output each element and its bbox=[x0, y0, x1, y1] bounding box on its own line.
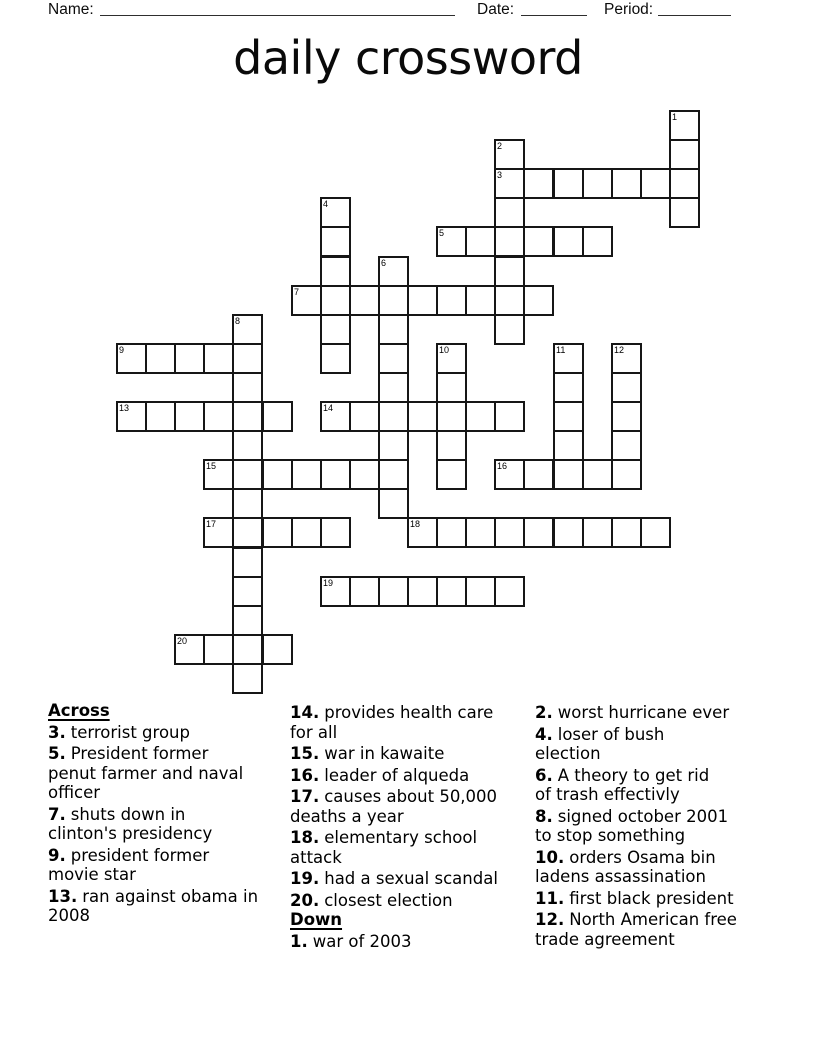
grid-cell bbox=[669, 197, 700, 228]
clue-item: 8. signed october 2001 to stop something bbox=[535, 806, 729, 845]
grid-cell bbox=[320, 285, 351, 316]
grid-cell bbox=[203, 634, 234, 665]
cell-number: 4 bbox=[323, 199, 329, 209]
clue-number: 3. bbox=[48, 722, 66, 742]
grid-cell bbox=[232, 459, 263, 490]
clue-number: 10. bbox=[535, 847, 565, 867]
grid-cell bbox=[494, 168, 525, 199]
clue-number: 12. bbox=[535, 910, 565, 929]
grid-cell bbox=[320, 314, 351, 345]
grid-cell bbox=[349, 401, 380, 432]
grid-cell bbox=[436, 372, 467, 403]
clue-number: 11. bbox=[535, 888, 565, 908]
grid-cell bbox=[494, 459, 525, 490]
grid-cell bbox=[203, 401, 234, 432]
grid-cell bbox=[232, 634, 263, 665]
grid-cell bbox=[320, 459, 351, 490]
grid-cell bbox=[349, 459, 380, 490]
clue-number: 19. bbox=[290, 869, 320, 888]
grid-cell bbox=[232, 314, 263, 345]
grid-cell bbox=[523, 226, 554, 257]
grid-cell bbox=[582, 168, 613, 199]
grid-cell bbox=[582, 226, 613, 257]
clue-number: 7. bbox=[48, 804, 66, 824]
clue-column-2 bbox=[290, 701, 540, 951]
grid-cell bbox=[291, 517, 322, 548]
clue-number: 17. bbox=[290, 787, 320, 806]
clue-number: 13. bbox=[48, 886, 78, 906]
clue-item: 20. closest election bbox=[290, 890, 453, 910]
grid-cell bbox=[291, 285, 322, 316]
cell-number: 20 bbox=[177, 636, 188, 646]
grid-cell bbox=[436, 459, 467, 490]
grid-cell bbox=[611, 517, 642, 548]
grid-cell bbox=[174, 401, 205, 432]
grid-cell bbox=[553, 372, 584, 403]
grid-cell bbox=[407, 517, 438, 548]
clue-item: 4. loser of bush election bbox=[535, 724, 665, 763]
grid-cell bbox=[494, 517, 525, 548]
page-title: daily crossword bbox=[233, 31, 583, 85]
grid-cell bbox=[232, 517, 263, 548]
grid-cell bbox=[378, 372, 409, 403]
grid-cell bbox=[407, 576, 438, 607]
clue-item: 18. elementary school attack bbox=[290, 828, 478, 867]
grid-cell bbox=[378, 430, 409, 461]
cell-number: 2 bbox=[497, 141, 503, 151]
grid-cell bbox=[494, 226, 525, 257]
grid-cell bbox=[494, 285, 525, 316]
grid-cell bbox=[436, 401, 467, 432]
grid-cell bbox=[465, 401, 496, 432]
grid-cell bbox=[116, 401, 147, 432]
clue-item: 2. worst hurricane ever bbox=[535, 703, 730, 722]
grid-cell bbox=[553, 226, 584, 257]
grid-cell bbox=[611, 401, 642, 432]
grid-cell bbox=[640, 517, 671, 548]
date-label: Date: bbox=[477, 1, 515, 18]
grid-cell bbox=[320, 401, 351, 432]
period-label: Period: bbox=[604, 1, 654, 18]
grid-cell bbox=[669, 139, 700, 170]
grid-cell bbox=[378, 314, 409, 345]
grid-cell bbox=[407, 285, 438, 316]
grid-cell bbox=[320, 197, 351, 228]
grid-cell bbox=[145, 343, 176, 374]
grid-cell bbox=[611, 459, 642, 490]
clue-item: 11. first black president bbox=[535, 888, 734, 908]
cell-number: 13 bbox=[119, 403, 130, 413]
grid-cell bbox=[436, 226, 467, 257]
grid-cell bbox=[523, 517, 554, 548]
grid-cell bbox=[465, 285, 496, 316]
cell-number: 16 bbox=[497, 461, 508, 471]
clue-item: 5. President former penut farmer and naval officer bbox=[48, 744, 244, 802]
grid-cell bbox=[378, 256, 409, 287]
grid-cell bbox=[203, 459, 234, 490]
clue-item: 14. provides health care for all bbox=[290, 703, 494, 742]
grid-cell bbox=[553, 401, 584, 432]
clue-item: 12. North American free trade agreement bbox=[535, 910, 737, 949]
grid-cell bbox=[465, 576, 496, 607]
grid-cell bbox=[553, 343, 584, 374]
grid-cell bbox=[494, 139, 525, 170]
grid-cell bbox=[611, 372, 642, 403]
grid-cell bbox=[494, 576, 525, 607]
grid-cell bbox=[320, 343, 351, 374]
grid-cell bbox=[320, 517, 351, 548]
grid-cell bbox=[436, 285, 467, 316]
grid-cell bbox=[523, 459, 554, 490]
clue-item: 15. war in kawaite bbox=[290, 744, 445, 763]
grid-cell bbox=[465, 517, 496, 548]
grid-cell bbox=[349, 576, 380, 607]
grid-cell bbox=[320, 576, 351, 607]
cell-number: 14 bbox=[323, 403, 334, 413]
clue-number: 5. bbox=[48, 744, 66, 763]
grid-cell bbox=[553, 459, 584, 490]
clue-number: 16. bbox=[290, 765, 320, 785]
grid-cell bbox=[349, 285, 380, 316]
clues-heading-across: Across bbox=[48, 701, 110, 720]
grid-cell bbox=[436, 343, 467, 374]
clue-item: 9. president former movie star bbox=[48, 845, 210, 884]
clue-item: 16. leader of alqueda bbox=[290, 765, 470, 785]
grid-cell bbox=[582, 517, 613, 548]
grid-cell bbox=[232, 547, 263, 578]
grid-cell bbox=[262, 634, 293, 665]
grid-cell bbox=[640, 168, 671, 199]
name-label: Name: bbox=[48, 1, 94, 18]
grid-cell bbox=[669, 168, 700, 199]
clue-number: 15. bbox=[290, 744, 320, 763]
grid-cell bbox=[523, 285, 554, 316]
grid-cell bbox=[378, 488, 409, 519]
cell-number: 9 bbox=[119, 345, 125, 355]
grid-cell bbox=[203, 517, 234, 548]
grid-cell bbox=[203, 343, 234, 374]
grid-cell bbox=[553, 168, 584, 199]
grid-cell bbox=[378, 459, 409, 490]
grid-cell bbox=[669, 110, 700, 141]
grid-cell bbox=[232, 605, 263, 636]
grid-cell bbox=[407, 401, 438, 432]
clue-number: 20. bbox=[290, 890, 320, 910]
grid-cell bbox=[494, 314, 525, 345]
clue-item: 13. ran against obama in 2008 bbox=[48, 886, 259, 925]
clue-item: 10. orders Osama bin ladens assassination bbox=[535, 847, 716, 886]
clues-heading-down: Down bbox=[290, 910, 343, 929]
grid-cell bbox=[320, 256, 351, 287]
grid-cell bbox=[232, 430, 263, 461]
grid-cell bbox=[262, 401, 293, 432]
clue-item: 6. A theory to get rid of trash effectivly bbox=[535, 765, 710, 804]
grid-cell bbox=[232, 372, 263, 403]
grid-cell bbox=[262, 459, 293, 490]
grid-cell bbox=[611, 168, 642, 199]
cell-number: 17 bbox=[206, 519, 217, 529]
clue-column-1 bbox=[48, 701, 293, 926]
clue-number: 14. bbox=[290, 703, 320, 722]
cell-number: 5 bbox=[439, 228, 445, 238]
grid-cell bbox=[611, 343, 642, 374]
grid-cell bbox=[232, 663, 263, 694]
grid-cell bbox=[232, 576, 263, 607]
clue-item: 19. had a sexual scandal bbox=[290, 869, 498, 888]
grid-cell bbox=[262, 517, 293, 548]
grid-cell bbox=[145, 401, 176, 432]
cell-number: 3 bbox=[497, 170, 503, 180]
grid-cell bbox=[378, 576, 409, 607]
grid-cell bbox=[494, 401, 525, 432]
cell-number: 12 bbox=[614, 345, 625, 355]
clue-number: 8. bbox=[535, 806, 553, 826]
clue-item: 17. causes about 50,000 deaths a year bbox=[290, 787, 498, 826]
cell-number: 1 bbox=[672, 112, 678, 122]
cell-number: 6 bbox=[381, 258, 387, 268]
grid-cell bbox=[553, 430, 584, 461]
grid-cell bbox=[494, 197, 525, 228]
grid-cell bbox=[174, 343, 205, 374]
clue-item: 3. terrorist group bbox=[48, 722, 190, 742]
grid-cell bbox=[232, 343, 263, 374]
clue-item: 1. war of 2003 bbox=[290, 931, 412, 951]
grid-cell bbox=[232, 401, 263, 432]
clue-number: 1. bbox=[290, 931, 308, 951]
clue-number: 4. bbox=[535, 724, 553, 744]
grid-cell bbox=[494, 256, 525, 287]
clue-number: 18. bbox=[290, 828, 320, 847]
clue-item: 7. shuts down in clinton's presidency bbox=[48, 804, 213, 843]
grid-cell bbox=[523, 168, 554, 199]
grid-cell bbox=[436, 576, 467, 607]
clue-column-3 bbox=[535, 701, 780, 949]
cell-number: 8 bbox=[235, 316, 241, 326]
grid-cell bbox=[436, 430, 467, 461]
grid-cell bbox=[378, 285, 409, 316]
cell-number: 19 bbox=[323, 578, 334, 588]
cell-number: 15 bbox=[206, 461, 217, 471]
cell-number: 7 bbox=[294, 287, 300, 297]
grid-cell bbox=[553, 517, 584, 548]
grid-cell bbox=[465, 226, 496, 257]
grid-cell bbox=[582, 459, 613, 490]
grid-cell bbox=[320, 226, 351, 257]
cell-number: 11 bbox=[556, 345, 566, 355]
grid-cell bbox=[436, 517, 467, 548]
grid-cell bbox=[291, 459, 322, 490]
grid-cell bbox=[116, 343, 147, 374]
grid-cell bbox=[378, 401, 409, 432]
grid-cell bbox=[378, 343, 409, 374]
grid-cell bbox=[174, 634, 205, 665]
grid-cell bbox=[232, 488, 263, 519]
clue-number: 2. bbox=[535, 703, 553, 722]
clue-number: 9. bbox=[48, 845, 66, 865]
cell-number: 10 bbox=[439, 345, 450, 355]
grid-cell bbox=[611, 430, 642, 461]
cell-number: 18 bbox=[410, 519, 421, 529]
clue-number: 6. bbox=[535, 765, 553, 785]
